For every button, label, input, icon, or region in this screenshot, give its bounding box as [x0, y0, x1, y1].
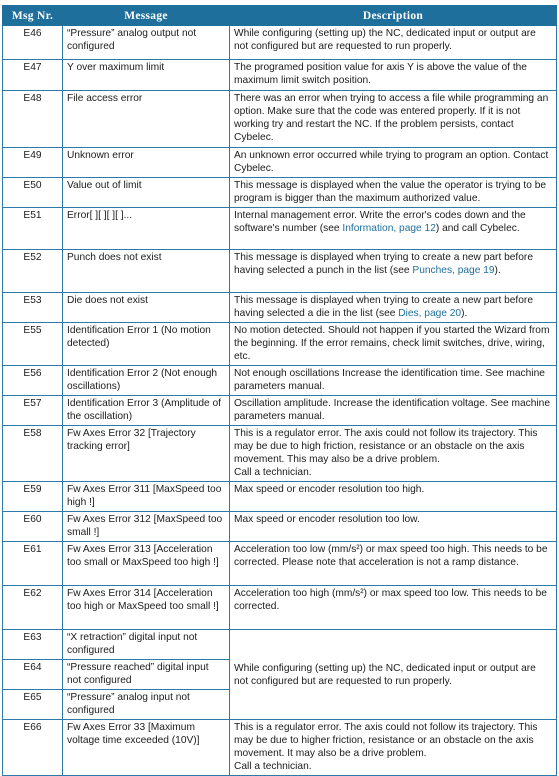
- message-text: Die does not exist: [63, 293, 230, 323]
- message-text: “Pressure reached” digital input not configured: [63, 660, 230, 690]
- description-text: Acceleration too low (mm/s²) or max speed too high. This needs to be corrected. Please note that acceleration is not a ramp distance.: [230, 542, 557, 586]
- message-text: File access error: [63, 91, 230, 148]
- header-msg-nr: Msg Nr.: [3, 6, 63, 26]
- table-row: [3, 26, 557, 60]
- msg-nr: E52: [3, 250, 63, 293]
- message-text: Fw Axes Error 312 [MaxSpeed too small !]: [63, 512, 230, 542]
- description-cell: [230, 720, 557, 776]
- description-call-technician: Call a technician.: [234, 761, 312, 772]
- table-row: [3, 208, 557, 250]
- msg-nr: E66: [3, 720, 63, 776]
- msg-nr: E60: [3, 512, 63, 542]
- description-text: The programed position value for axis Y is above the value of the maximum limit switch position.: [230, 60, 557, 91]
- msg-nr: E50: [3, 178, 63, 208]
- msg-nr: E59: [3, 482, 63, 512]
- message-text: “X retraction” digital input not configured: [63, 630, 230, 660]
- description-text: This message is displayed when trying to create a new part before having selected a die in the list (see: [234, 295, 533, 319]
- description-text: This message is displayed when trying to create a new part before having selected a punch in the list (see: [234, 252, 533, 276]
- description-text: This is a regulator error. The axis could not follow its trajectory. This may be due to high friction, resistance or an obstacle on the axis movement. This may also be a drive problem.: [234, 428, 538, 465]
- description-text-after: ).: [461, 308, 468, 319]
- msg-nr: E62: [3, 586, 63, 630]
- table-row: [3, 178, 557, 208]
- description-text: Acceleration too high (mm/s²) or max speed too low. This needs to be corrected.: [230, 586, 557, 630]
- msg-nr: E48: [3, 91, 63, 148]
- msg-nr: E53: [3, 293, 63, 323]
- description-text: Max speed or encoder resolution too low.: [230, 512, 557, 542]
- message-text: “Pressure” analog input not configured: [63, 690, 230, 720]
- description-text: There was an error when trying to access a file while programming an option. Make sure that the code was entered properly. If it is not working try and restart the NC. If the problem persists, contact Cybelec.: [230, 91, 557, 148]
- msg-nr: E55: [3, 323, 63, 366]
- msg-nr: E63: [3, 630, 63, 660]
- message-text: Punch does not exist: [63, 250, 230, 293]
- table-row: [3, 542, 557, 586]
- cross-reference-link[interactable]: Punches, page 19: [412, 265, 495, 276]
- table-header-row: [3, 6, 557, 26]
- header-description: Description: [230, 6, 557, 26]
- table-row: [3, 60, 557, 91]
- description-cell: [230, 250, 557, 293]
- description-text: This is a regulator error. The axis could not follow its trajectory. This may be due to higher friction, resistance or an obstacle on the axis movement. It may also be a drive problem.: [234, 722, 538, 759]
- table-row: [3, 720, 557, 776]
- header-message: Message: [63, 6, 230, 26]
- merged-description-text: While configuring (setting up) the NC, dedicated input or output are not configured but are requested to run properly.: [230, 630, 557, 720]
- table-row: [3, 586, 557, 630]
- msg-nr: E47: [3, 60, 63, 91]
- message-text: Unknown error: [63, 148, 230, 178]
- description-text: While configuring (setting up) the NC, dedicated input or output are not configured but are requested to run properly.: [230, 26, 557, 60]
- error-message-table-page: [2, 5, 556, 776]
- cross-reference-link[interactable]: Information, page 12: [342, 223, 436, 234]
- description-cell: [230, 208, 557, 250]
- message-text: Fw Axes Error 314 [Acceleration too high or MaxSpeed too small !]: [63, 586, 230, 630]
- description-text: Max speed or encoder resolution too high.: [230, 482, 557, 512]
- table-row: [3, 91, 557, 148]
- description-call-technician: Call a technician.: [234, 467, 312, 478]
- message-text: Y over maximum limit: [63, 60, 230, 91]
- description-text-after: ).: [494, 265, 501, 276]
- error-message-table: [2, 5, 557, 776]
- cross-reference-link[interactable]: Dies, page 20: [398, 308, 462, 319]
- message-text: Identification Error 3 (Amplitude of the oscillation): [63, 396, 230, 426]
- table-row: [3, 426, 557, 482]
- message-text: Identification Error 2 (Not enough oscillations): [63, 366, 230, 396]
- message-text: Identification Error 1 (No motion detected): [63, 323, 230, 366]
- table-row: [3, 250, 557, 293]
- msg-nr: E58: [3, 426, 63, 482]
- description-text: An unknown error occurred while trying to program an option. Contact Cybelec.: [230, 148, 557, 178]
- table-row: [3, 148, 557, 178]
- table-row: [3, 630, 557, 660]
- msg-nr: E49: [3, 148, 63, 178]
- description-cell: [230, 426, 557, 482]
- message-text: Fw Axes Error 33 [Maximum voltage time exceeded (10V)]: [63, 720, 230, 776]
- msg-nr: E56: [3, 366, 63, 396]
- message-text: “Pressure” analog output not configured: [63, 26, 230, 60]
- description-text: Internal management error. Write the error's codes down and the software's number (see: [234, 210, 526, 234]
- table-row: [3, 396, 557, 426]
- table-row: [3, 366, 557, 396]
- description-text-after: ) and call Cybelec.: [435, 223, 520, 234]
- msg-nr: E51: [3, 208, 63, 250]
- message-text: Value out of limit: [63, 178, 230, 208]
- description-text: This message is displayed when the value the operator is trying to be program is bigger than the maximum authorized value.: [230, 178, 557, 208]
- msg-nr: E65: [3, 690, 63, 720]
- table-row: [3, 482, 557, 512]
- description-text: Oscillation amplitude. Increase the identification voltage. See machine parameters manual.: [230, 396, 557, 426]
- table-row: [3, 323, 557, 366]
- message-text: Fw Axes Error 32 [Trajectory tracking error]: [63, 426, 230, 482]
- message-text: Error[ ][ ][ ][ ]...: [63, 208, 230, 250]
- message-text: Fw Axes Error 311 [MaxSpeed too high !]: [63, 482, 230, 512]
- msg-nr: E57: [3, 396, 63, 426]
- msg-nr: E61: [3, 542, 63, 586]
- msg-nr: E46: [3, 26, 63, 60]
- description-text: Not enough oscillations Increase the identification time. See machine parameters manual.: [230, 366, 557, 396]
- table-row: [3, 512, 557, 542]
- msg-nr: E64: [3, 660, 63, 690]
- message-text: Fw Axes Error 313 [Acceleration too small or MaxSpeed too high !]: [63, 542, 230, 586]
- table-row: [3, 293, 557, 323]
- description-text: No motion detected. Should not happen if you started the Wizard from the beginning. If the error remains, check limit switches, drive, wiring, etc.: [230, 323, 557, 366]
- description-cell: [230, 293, 557, 323]
